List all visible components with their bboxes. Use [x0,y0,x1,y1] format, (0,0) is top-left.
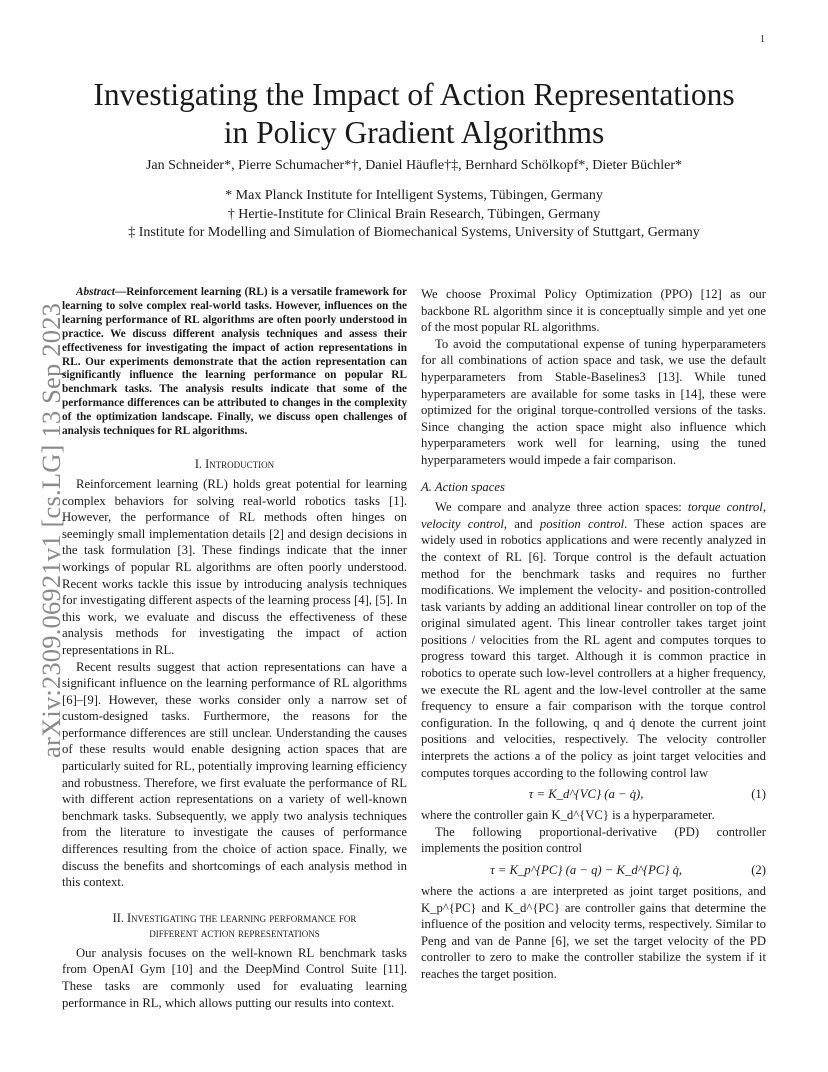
paper-title [0,76,828,152]
paragraph: The following proportional-derivative (PD) controller implements the position control [421,824,766,856]
affiliation: † Hertie-Institute for Clinical Brain Research, Tübingen, Germany [227,206,601,222]
affiliation: * Max Planck Institute for Intelligent Systems, Tübingen, Germany [225,188,603,203]
paragraph: We choose Proximal Policy Optimization (PPO) [12] as our backbone RL algorithm since it is conceptually simple and yet one of the most popular RL algorithms. [421,287,766,335]
equation-number: (1) [751,786,766,801]
paragraph: Our analysis focuses on the well-known RL benchmark tasks from OpenAI Gym [10] and the DeepMind Control Suite [11]. These tasks are commonly used for evaluating learning performance in RL, which allows putting our results into context. [62,945,407,1010]
author-list: Jan Schneider*, Pierre Schumacher*†, Daniel Häufle†‡, Bernhard Schölkopf*, Dieter Büchler* [145,158,683,173]
text-run: . These action spaces are widely used in robotics applications and were recently analyzed in the context of RL [6]. Torque control is the default actuation method for the benchmark tasks and requires no further modifications. We implement the velocity- and position-controlled task variants by adding an additional linear controller on top of the original simulated agent. This linear controller takes target joint positions / velocities from the RL agent and computes torques to progress toward this target. Although it is common practice in robotics to operate such low-level controllers at a higher frequency, we execute the RL agent and the low-level controller at the same frequency to ensure a fair comparison with the torque control configuration. In the following, q and q̇ denote the current joint positions and velocities, respectively. The velocity controller interprets the actions a of the policy as joint target velocities and computes torques according to the following control law [421,516,766,780]
abstract [62,286,407,439]
affiliation: ‡ Institute for Modelling and Simulation of Biomechanical Systems, University of Stuttgart, Germany [128,225,700,240]
affiliations [0,187,828,243]
equation-1 [421,781,766,807]
paragraph: where the actions a are interpreted as joint target positions, and K_p^{PC} and K_d^{PC} are controller gains that determine the influence of the position and velocity terms, respectively. Similar to Peng and van de Panne [6], we set the target velocity of the PD controller to zero to make the controller stabilize the system if it reaches the target position. [421,884,766,981]
text-run: We compare and analyze three action spaces: [435,500,688,515]
equation-2 [421,857,766,883]
section-heading-line: II. Investigating the learning performance for [112,910,357,925]
text-run: , and [503,516,540,531]
paragraph: where the controller gain K_d^{VC} is a hyperparameter. [421,808,715,823]
page-number: 1 [760,34,765,45]
equation-body: τ = K_p^{PC} (a − q) − K_d^{PC} q̇, [490,862,683,877]
section-heading [62,911,407,941]
paragraph: We compare and analyze three action spaces: torque control, velocity control, and position control. These action spaces are widely used in robotics applications and were recently analyzed in the context of RL [6]. Torque control is the default actuation method for the benchmark tasks and requires no further modifications. We implement the velocity- and position-controlled task variants by adding an additional linear controller on top of the original simulated agent. This linear controller takes target joint positions / velocities from the RL agent and computes torques to progress toward this target. Although it is common practice in robotics to operate such low-level controllers at a higher frequency, we execute the RL agent and the low-level controller at the same frequency to ensure a fair comparison with the torque control configuration. In the following, q and q̇ denote the current joint positions and velocities, respectively. The velocity controller interprets the actions a of the policy as joint target velocities and computes torques according to the following control law [421,500,766,780]
section-heading-line: different action representations [149,925,320,940]
paragraph: To avoid the computational expense of tuning hyperparameters for all combinations of action space and task, we use the default hyperparameters from Stable-Baselines3 [13]. While tuned hyperparameters are available for some tasks in [14], these were optimized for the original torque-controlled versions of the tasks. Since changing the action space might also influence which hyperparameters work well for learning, using the tuned hyperparameters would impede a fair comparison. [421,336,766,467]
paragraph: Reinforcement learning (RL) holds great potential for learning complex behaviors for solving real-world robotics tasks [1]. However, the performance of RL methods often hinges on seemingly small implementation details [2] and design decisions in the task formulation [3]. These findings indicate that the inner workings of popular RL algorithms are often poorly understood. Recent works tackle this issue by introducing analysis techniques for investigating different aspects of the learning process [4], [5]. In this work, we evaluate and discuss the effectiveness of these analysis methods for investigating the impact of action representations in RL. [62,476,407,657]
paragraph: Recent results suggest that action representations can have a significant influence on the learning performance of RL algorithms [6]–[9]. However, these works consider only a narrow set of custom-designed tasks. Furthermore, the reasons for the performance differences are still unclear. Understanding the causes of these results would enable designing action spaces that are particularly suited for RL, potentially improving learning efficiency and robustness. Therefore, we first evaluate the performance of RL with different action representations on a variety of well-known benchmark tasks. Subsequently, we apply two analysis techniques from the literature to investigate the causes of performance differences resulting from the choice of action space. Finally, we discuss the benefits and shortcomings of each analysis method in this context. [62,659,407,890]
term: torque control [687,500,763,515]
title-line: in Policy Gradient Algorithms [223,115,605,150]
equation-number: (2) [751,862,766,877]
right-column [421,286,766,983]
abstract-text: —Reinforcement learning (RL) is a versatile framework for learning to solve complex real-world tasks. However, influences on the learning performance of RL algorithms are often poorly understood in practice. We discuss different analysis techniques and assess their effectiveness for investigating the impact of action representations in RL. Our experiments demonstrate that the action representation can significantly influence the learning performance on popular RL benchmark tasks. The analysis results indicate that some of the performance differences can be attributed to changes in the complexity of the optimization landscape. Finally, we discuss open challenges of analysis techniques for RL algorithms. [62,286,407,438]
title-line: Investigating the Impact of Action Representations [93,77,735,112]
abstract-label: Abstract [76,286,115,298]
equation-body: τ = K_d^{VC} (a − q̇), [528,786,644,801]
term: position control [539,516,625,531]
left-column [62,286,407,1011]
arxiv-stamp: arXiv:2309.06921v1 [cs.LG] 13 Sep 2023 [36,302,66,758]
term: velocity control [421,516,504,531]
section-heading: I. Introduction [194,456,275,471]
subsection-heading: A. Action spaces [421,479,505,494]
